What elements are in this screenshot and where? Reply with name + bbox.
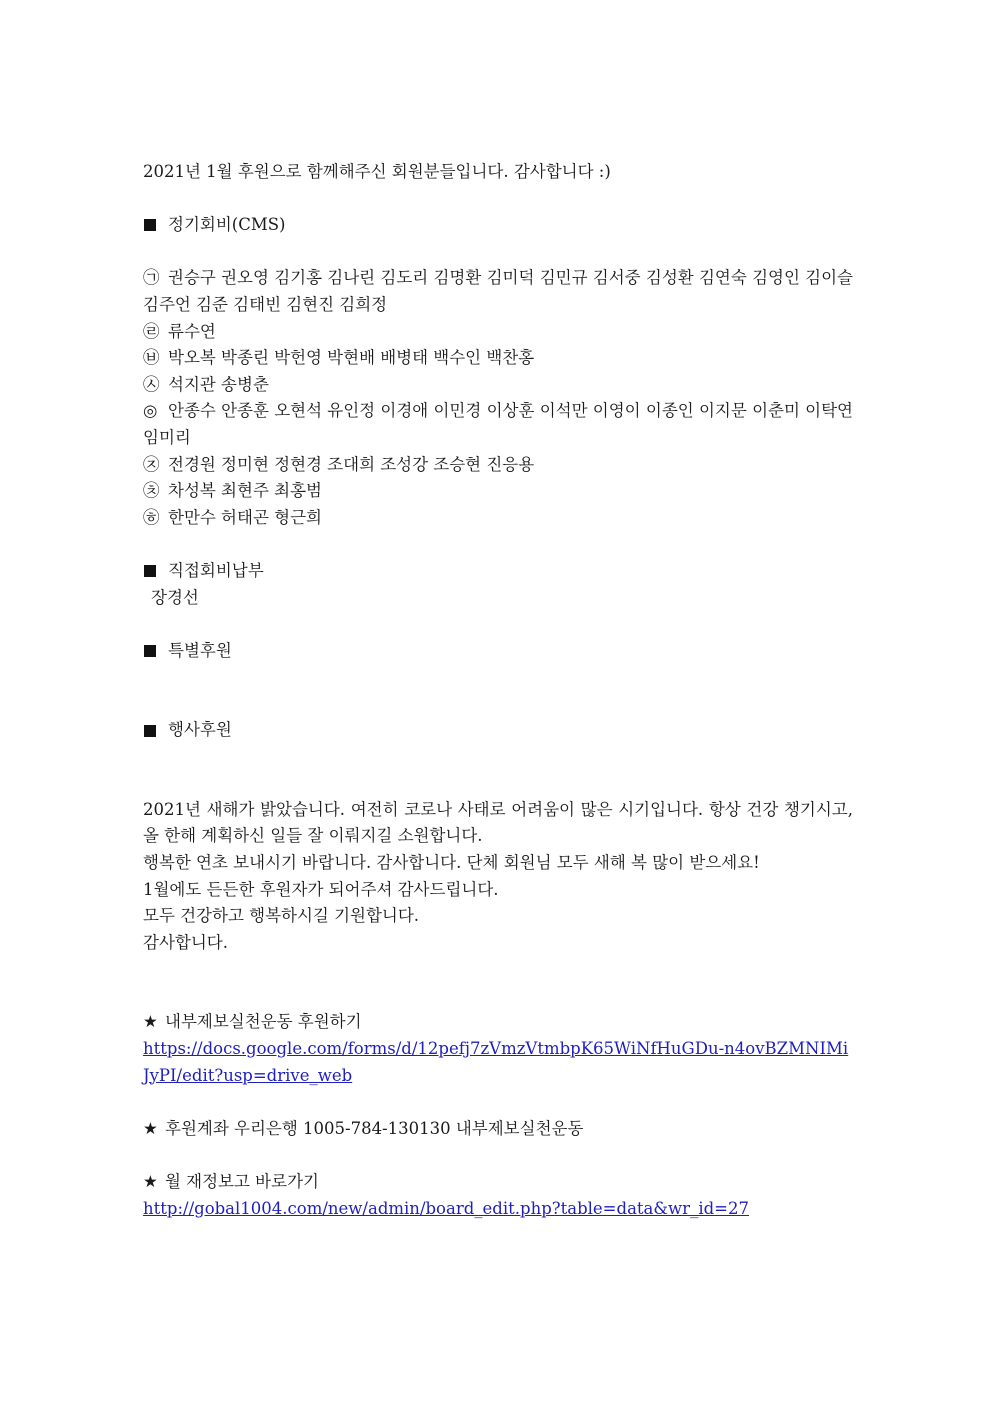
report-label: 월 재정보고 바로가기 bbox=[165, 1172, 319, 1191]
square-bullet-icon bbox=[144, 565, 156, 577]
member-group bbox=[143, 345, 853, 372]
section-heading-regular bbox=[143, 212, 853, 239]
document-page bbox=[143, 159, 853, 1222]
donate-form-link[interactable]: https://docs.google.com/forms/d/12pefj7zVmzVtmbpK65WiNfHuGDu-n4ovBZMNIMiJyPI/edit?usp=drive_web bbox=[143, 1039, 849, 1085]
direct-member-names: 장경선 bbox=[151, 587, 199, 607]
member-names: 안종수 안종훈 오현석 유인정 이경애 이민경 이상훈 이석만 이영이 이종인 이지문 이춘미 이탁연 임미리 bbox=[143, 401, 853, 447]
member-names: 전경원 정미현 정현경 조대희 조성강 조승현 진응용 bbox=[168, 454, 535, 474]
intro-text: 2021년 1월 후원으로 함께해주신 회원분들입니다. 감사합니다 :) bbox=[143, 162, 611, 181]
square-bullet-icon bbox=[144, 645, 156, 657]
section-heading-event bbox=[143, 717, 853, 744]
group-mark: ㉭ bbox=[143, 507, 160, 527]
donate-label: 내부제보실천운동 후원하기 bbox=[165, 1012, 362, 1032]
account-heading bbox=[143, 1116, 853, 1143]
group-mark: ㉣ bbox=[143, 321, 160, 341]
member-group bbox=[143, 398, 853, 451]
section-title: 행사후원 bbox=[168, 720, 232, 740]
section-title: 특별후원 bbox=[168, 640, 232, 660]
member-names: 권승구 권오영 김기홍 김나린 김도리 김명환 김미덕 김민규 김서중 김성환 김연숙 김영인 김이슬 김주언 김준 김태빈 김현진 김희정 bbox=[143, 268, 853, 314]
member-group bbox=[143, 319, 853, 346]
member-names: 류수연 bbox=[168, 321, 216, 341]
member-names: 차성복 최현주 최홍범 bbox=[168, 481, 322, 501]
report-heading bbox=[143, 1169, 853, 1196]
square-bullet-icon bbox=[144, 725, 156, 737]
star-icon: ★ bbox=[143, 1118, 158, 1138]
section-heading-special bbox=[143, 638, 853, 665]
finance-report-link[interactable]: http://gobal1004.com/new/admin/board_edit.php?table=data&wr_id=27 bbox=[143, 1198, 749, 1218]
member-names: 박오복 박종린 박헌영 박현배 배병태 백수인 백찬홍 bbox=[168, 348, 535, 368]
member-group bbox=[143, 478, 853, 505]
section-heading-direct bbox=[143, 558, 853, 585]
square-bullet-icon bbox=[144, 219, 156, 231]
group-mark: ㉠ bbox=[143, 268, 160, 288]
message-paragraph: 2021년 새해가 밝았습니다. 여전히 코로나 사태로 어려움이 많은 시기입니다. 항상 건강 챙기시고, 올 한해 계획하신 일들 잘 이뤄지길 소원합니다. bbox=[143, 799, 853, 846]
account-label: 후원계좌 우리은행 1005-784-130130 내부제보실천운동 bbox=[165, 1118, 584, 1138]
donate-heading bbox=[143, 1009, 853, 1036]
section-title: 직접회비납부 bbox=[168, 560, 264, 580]
group-mark: ㉦ bbox=[143, 374, 160, 394]
message-line: 감사합니다. bbox=[143, 932, 228, 952]
message-line: 모두 건강하고 행복하시길 기원합니다. bbox=[143, 906, 420, 926]
member-group bbox=[143, 505, 853, 532]
section-title: 정기회비(CMS) bbox=[168, 215, 286, 235]
group-mark: ㉥ bbox=[143, 348, 160, 368]
member-group bbox=[143, 372, 853, 399]
member-group bbox=[143, 265, 853, 318]
member-group bbox=[143, 452, 853, 479]
group-mark: ◎ bbox=[143, 401, 158, 421]
star-icon: ★ bbox=[143, 1012, 158, 1032]
group-mark: ㉨ bbox=[143, 454, 160, 474]
message-line: 행복한 연초 보내시기 바랍니다. 감사합니다. 단체 회원님 모두 새해 복 많이 받으세요! bbox=[143, 853, 760, 873]
member-names: 석지관 송병춘 bbox=[168, 374, 269, 394]
star-icon: ★ bbox=[143, 1172, 158, 1191]
member-names: 한만수 허태곤 형근희 bbox=[168, 507, 322, 527]
group-mark: ㉩ bbox=[143, 481, 160, 501]
message-line: 1월에도 든든한 후원자가 되어주셔 감사드립니다. bbox=[143, 879, 499, 899]
